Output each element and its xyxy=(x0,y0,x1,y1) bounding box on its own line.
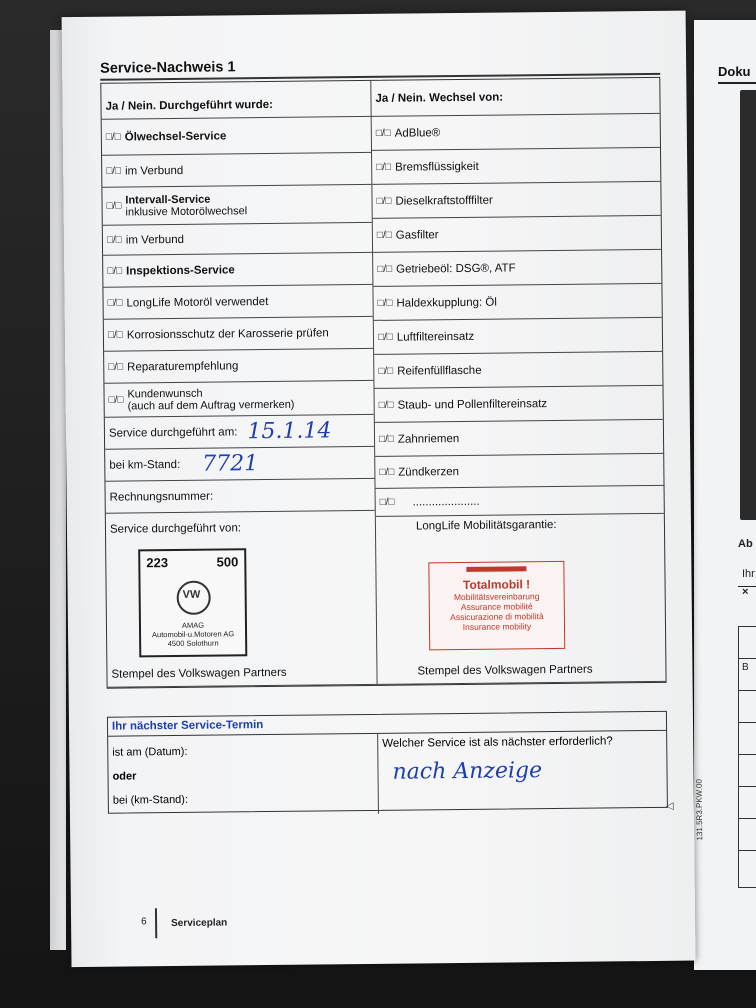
page-title: Service-Nachweis 1 xyxy=(100,59,236,77)
left-row xyxy=(104,381,373,418)
stamp-number-1: 223 xyxy=(146,555,169,571)
left-header: Ja / Nein. Durchgeführt wurde: xyxy=(101,81,371,120)
checkbox[interactable]: □/□ xyxy=(106,234,122,246)
stamp-caption-left: Stempel des Volkswagen Partners xyxy=(111,666,287,681)
dealer-stamp xyxy=(138,548,247,657)
right-row xyxy=(373,216,661,253)
footer-section: Serviceplan xyxy=(171,917,228,930)
row-label: Inspektions-Service xyxy=(126,263,235,277)
checkbox[interactable]: □/□ xyxy=(378,365,394,377)
right-row xyxy=(374,318,662,355)
checkbox[interactable]: □/□ xyxy=(377,331,393,343)
left-row xyxy=(104,317,373,352)
left-row xyxy=(103,285,372,320)
km-label: bei km-Stand: xyxy=(109,458,181,472)
stamp-line: Mobilitätsvereinbarung xyxy=(453,591,540,603)
row-label: Kundenwunsch xyxy=(127,387,203,400)
km-value[interactable]: 7721 xyxy=(202,451,259,477)
row-label: Getriebeöl: DSG®, ATF xyxy=(396,261,516,276)
checkbox[interactable]: □/□ xyxy=(376,195,392,207)
checkbox[interactable]: □/□ xyxy=(375,127,391,139)
right-row xyxy=(375,420,663,457)
stamp-line: 4500 Solothurn xyxy=(167,638,219,649)
row-label: Korrosionsschutz der Karosserie prüfen xyxy=(126,326,329,341)
left-row xyxy=(104,349,373,384)
stamp-line: Insurance mobility xyxy=(462,621,532,632)
next-service-left xyxy=(108,734,379,817)
row-label: AdBlue® xyxy=(394,126,441,140)
right-header: Ja / Nein. Wechsel von: xyxy=(371,78,659,117)
right-page-title: Doku xyxy=(718,64,751,79)
checkbox[interactable]: □/□ xyxy=(376,229,392,241)
checkbox[interactable]: □/□ xyxy=(108,394,124,406)
stamp-number-2: 500 xyxy=(216,554,239,570)
left-column xyxy=(102,117,376,520)
row-sublabel: inklusive Motorölwechsel xyxy=(125,204,248,218)
left-row xyxy=(102,185,371,226)
row-label: Zahnriemen xyxy=(397,432,460,446)
left-row xyxy=(103,253,372,288)
checkbox[interactable]: □/□ xyxy=(377,263,393,275)
checkbox[interactable]: □/□ xyxy=(107,297,123,309)
right-row xyxy=(372,114,660,151)
checkbox[interactable]: □/□ xyxy=(379,496,395,508)
row-label: Reparaturempfehlung xyxy=(127,359,239,373)
right-row xyxy=(373,250,661,287)
row-sublabel: (auch auf dem Auftrag vermerken) xyxy=(127,398,295,412)
right-row xyxy=(374,352,662,389)
row-label: Zündkerzen xyxy=(398,465,460,479)
checkbox[interactable]: □/□ xyxy=(379,466,395,478)
right-column xyxy=(372,114,664,517)
performed-by-cell xyxy=(106,517,378,688)
next-service-answer[interactable]: nach Anzeige xyxy=(392,758,543,785)
checkbox[interactable]: □/□ xyxy=(107,329,123,341)
left-row xyxy=(102,117,371,156)
checkbox[interactable]: □/□ xyxy=(377,297,393,309)
row-label: im Verbund xyxy=(125,164,184,177)
right-page-b: B xyxy=(742,662,749,673)
footer-divider xyxy=(155,908,157,938)
left-row xyxy=(102,153,371,188)
row-label: Haldexkupplung: Öl xyxy=(396,296,497,310)
right-page-image xyxy=(740,90,756,520)
row-label: im Verbund xyxy=(125,233,185,246)
stamp-bar xyxy=(466,566,526,572)
right-row xyxy=(375,386,663,423)
right-page-ab: Ab xyxy=(738,538,753,550)
right-row xyxy=(372,148,660,185)
km-row xyxy=(105,447,374,482)
service-date-label: Service durchgeführt am: xyxy=(108,425,238,440)
page-number: 6 xyxy=(141,916,147,928)
mobility-cell xyxy=(376,514,666,685)
stamp-text xyxy=(141,620,245,648)
stamp-title: Totalmobil ! xyxy=(462,577,531,592)
next-service-right xyxy=(378,731,667,814)
checkbox[interactable]: □/□ xyxy=(108,361,124,373)
next-service-title: Ihr nächster Service-Termin xyxy=(108,712,666,737)
row-label: Gasfilter xyxy=(395,228,439,242)
checkbox[interactable]: □/□ xyxy=(378,399,394,411)
checkbox[interactable]: □/□ xyxy=(106,200,122,212)
booklet-page xyxy=(62,11,705,967)
checkbox[interactable]: □/□ xyxy=(376,161,392,173)
stamp-line: Automobil-u.Motoren AG xyxy=(151,629,235,640)
service-date-row xyxy=(105,415,374,450)
right-row xyxy=(373,284,661,321)
row-label: Intervall-Service xyxy=(125,193,211,206)
stamp-line: Assurance mobilité xyxy=(460,601,533,612)
next-km-label[interactable]: bei (km-Stand): xyxy=(112,793,189,807)
right-row xyxy=(375,454,663,489)
vw-logo-icon xyxy=(177,581,211,615)
checkbox[interactable]: □/□ xyxy=(105,131,121,143)
next-service-question: Welcher Service ist als nächster erforderlich? xyxy=(382,735,613,750)
right-row xyxy=(376,486,664,517)
row-label: Bremsflüssigkeit xyxy=(394,160,479,174)
row-label: Reifenfüllflasche xyxy=(397,364,482,378)
side-code: 131.5R3.PKW.00 xyxy=(694,779,705,841)
next-date-label[interactable]: ist am (Datum): xyxy=(112,745,188,759)
or-label: oder xyxy=(112,770,137,783)
mobility-label: LongLife Mobilitätsgarantie: xyxy=(415,518,557,533)
triangle-icon: ◁ xyxy=(665,800,674,812)
checkbox[interactable]: □/□ xyxy=(107,265,123,277)
totalmobil-stamp xyxy=(428,561,565,650)
right-page-x: × xyxy=(742,586,749,598)
service-table xyxy=(100,77,666,689)
performed-by-label: Service durchgeführt von: xyxy=(109,522,242,536)
stamp-caption-right: Stempel des Volkswagen Partners xyxy=(417,663,593,678)
stamp-line: AMAG xyxy=(181,620,205,630)
checkbox[interactable]: □/□ xyxy=(378,433,394,445)
invoice-row xyxy=(105,479,374,514)
next-service-box xyxy=(107,711,668,814)
service-date-value[interactable]: 15.1.14 xyxy=(247,418,332,445)
row-label: Dieselkraftstofffilter xyxy=(395,194,493,208)
invoice-label: Rechnungsnummer: xyxy=(109,490,214,504)
row-label: LongLife Motoröl verwendet xyxy=(126,295,269,309)
right-row xyxy=(372,182,660,219)
checkbox[interactable]: □/□ xyxy=(106,165,122,177)
right-page-rule xyxy=(718,82,756,84)
row-label: ..................... xyxy=(412,495,480,508)
row-label: Ölwechsel-Service xyxy=(124,129,227,143)
row-label: Staub- und Pollenfiltereinsatz xyxy=(397,397,548,412)
row-label: Luftfiltereinsatz xyxy=(396,330,475,344)
stamp-line: Assicurazione di mobilità xyxy=(450,611,544,623)
right-page-ih: Ihr xyxy=(742,568,755,580)
left-row xyxy=(103,223,372,256)
